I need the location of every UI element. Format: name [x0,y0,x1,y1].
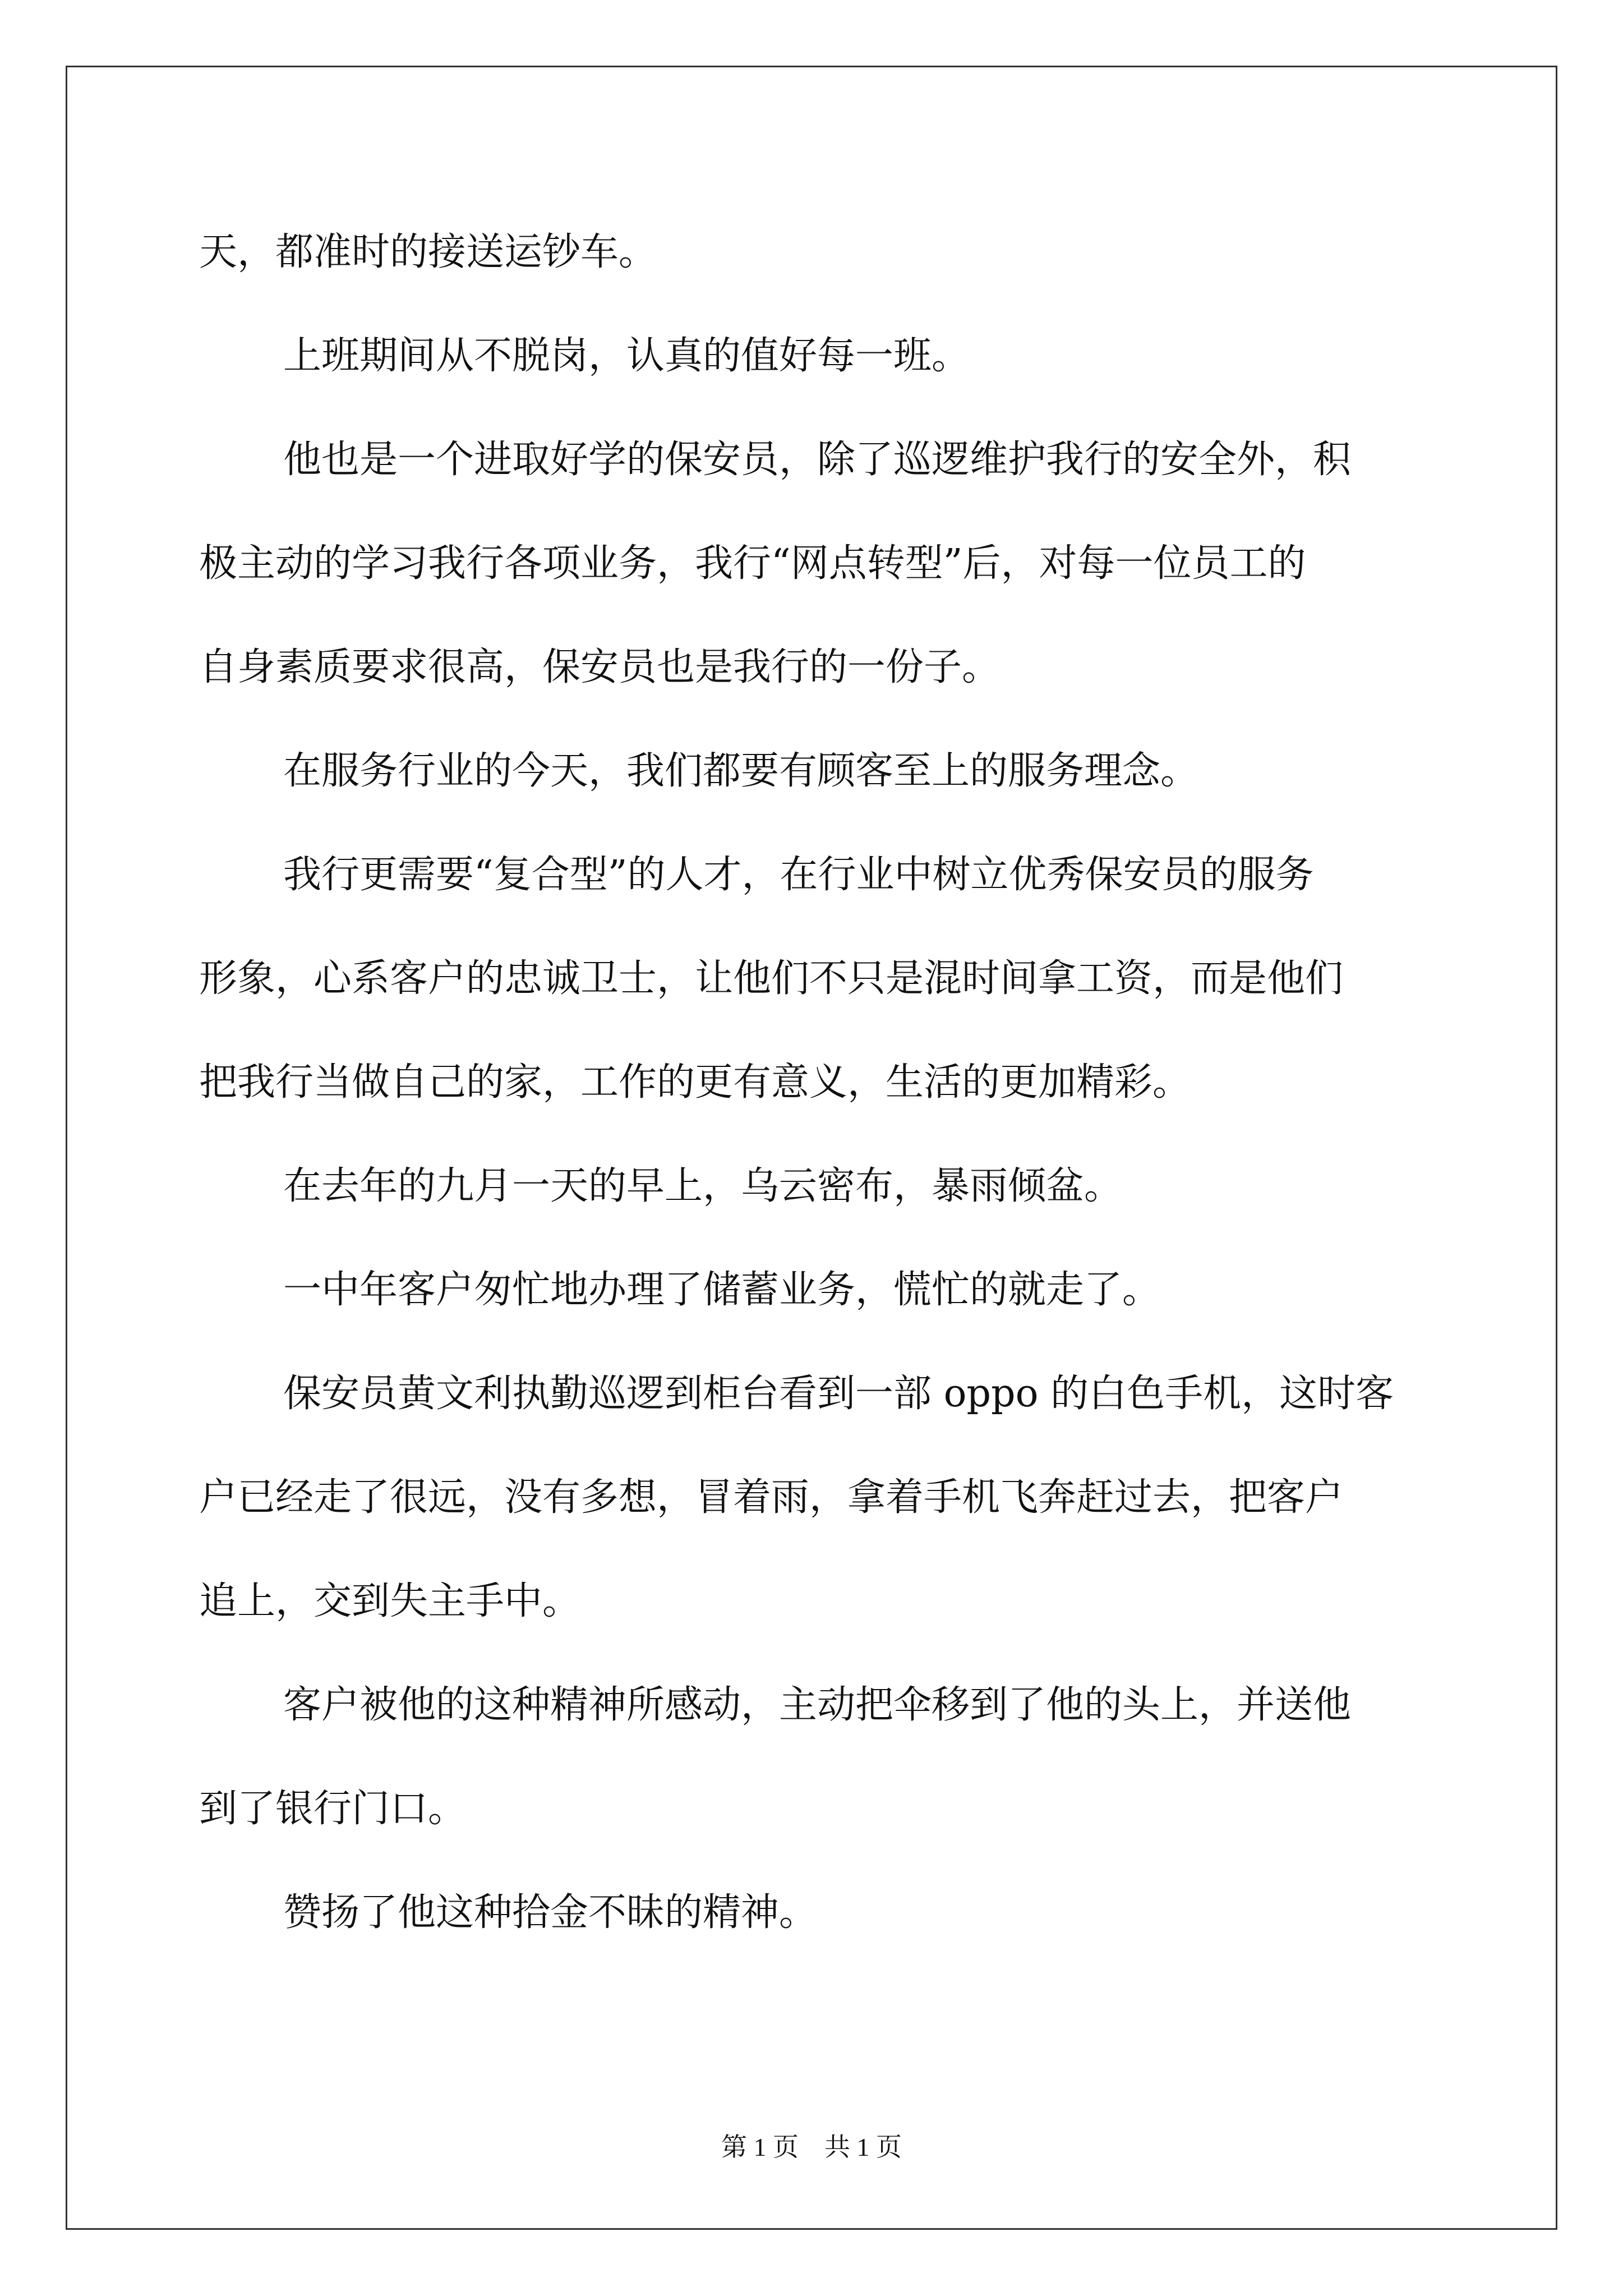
text-line: 追上，交到失主手中。 [199,1579,581,1623]
text-line: 自身素质要求很高，保安员也是我行的一份子。 [199,645,1000,689]
text-line: 户已经走了很远，没有多想，冒着雨，拿着手机飞奔赶过去，把客户 [199,1475,1344,1520]
text-line: 在服务行业的今天，我们都要有顾客至上的服务理念。 [283,749,1199,793]
text-line: 极主动的学习我行各项业务，我行“网点转型”后，对每一位员工的 [199,541,1306,586]
page-number-footer: 第 1 页 共 1 页 [721,2133,902,2161]
text-line: 保安员黄文利执勤巡逻到柜台看到一部 oppo 的白色手机，这时客 [283,1372,1394,1416]
text-line: 天，都准时的接送运钞车。 [199,230,657,274]
text-line: 赞扬了他这种拾金不昧的精神。 [283,1890,818,1935]
text-line: 到了银行门口。 [199,1787,467,1831]
text-line: 形象，心系客户的忠诚卫士，让他们不只是混时间拿工资，而是他们 [199,956,1344,1001]
text-line: 客户被他的这种精神所感动，主动把伞移到了他的头上，并送他 [283,1683,1352,1727]
text-line: 把我行当做自己的家，工作的更有意义，生活的更加精彩。 [199,1060,1191,1105]
text-line: 我行更需要“复合型”的人才，在行业中树立优秀保安员的服务 [283,853,1314,897]
text-line: 一中年客户匆忙地办理了储蓄业务，慌忙的就走了。 [283,1268,1161,1312]
text-line: 上班期间从不脱岗，认真的值好每一班。 [283,334,970,378]
text-line: 在去年的九月一天的早上，乌云密布，暴雨倾盆。 [283,1164,1123,1208]
text-line: 他也是一个进取好学的保安员，除了巡逻维护我行的安全外，积 [283,438,1352,482]
